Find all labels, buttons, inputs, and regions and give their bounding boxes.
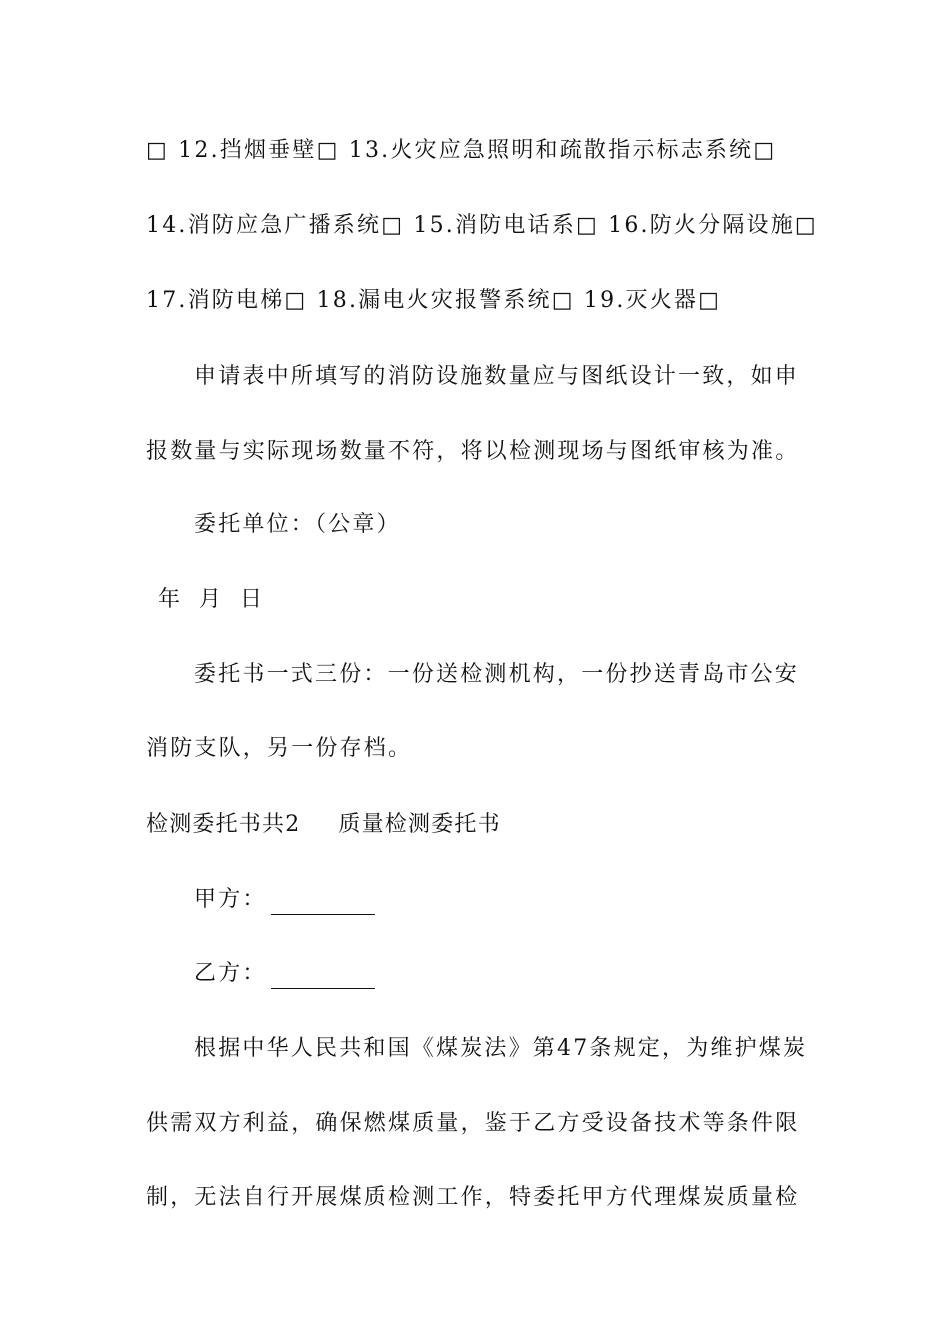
facility-list-line-3: 17.消防电梯□ 18.漏电火灾报警系统□ 19.灭火器□	[146, 288, 722, 313]
party-b-label: 乙方：	[194, 961, 267, 986]
client-seal-line: 委托单位：（公章）	[194, 512, 401, 537]
date-line: 年 月 日	[158, 587, 268, 612]
document-title: 质量检测委托书	[338, 812, 501, 837]
basis-paragraph-line-1: 根据中华人民共和国《煤炭法》第47条规定，为维护煤炭	[194, 1036, 808, 1061]
basis-paragraph-line-3: 制，无法自行开展煤质检测工作，特委托甲方代理煤炭质量检	[146, 1185, 800, 1210]
party-a-line	[194, 885, 806, 915]
party-b-line	[194, 959, 806, 989]
party-a-label: 甲方：	[194, 887, 267, 912]
basis-paragraph-line-2: 供需双方利益，确保燃煤质量，鉴于乙方受设备技术等条件限	[146, 1111, 800, 1136]
document-count-label: 检测委托书共2	[146, 812, 301, 837]
party-a-blank[interactable]	[271, 892, 375, 915]
notice-paragraph-line-2: 报数量与实际现场数量不符，将以检测现场与图纸审核为准。	[146, 439, 800, 464]
copies-paragraph-line-2: 消防支队，另一份存档。	[146, 736, 413, 761]
facility-list-line-2: 14.消防应急广播系统□ 15.消防电话系□ 16.防火分隔设施□	[146, 213, 818, 238]
copies-paragraph-line-1: 委托书一式三份：一份送检测机构，一份抄送青岛市公安	[194, 662, 800, 687]
notice-paragraph-line-1: 申请表中所填写的消防设施数量应与图纸设计一致，如申	[194, 364, 800, 389]
party-b-blank[interactable]	[271, 966, 375, 989]
facility-list-line-1: □ 12.挡烟垂壁□ 13.火灾应急照明和疏散指示标志系统□	[146, 138, 777, 163]
section-heading-line	[146, 810, 806, 840]
